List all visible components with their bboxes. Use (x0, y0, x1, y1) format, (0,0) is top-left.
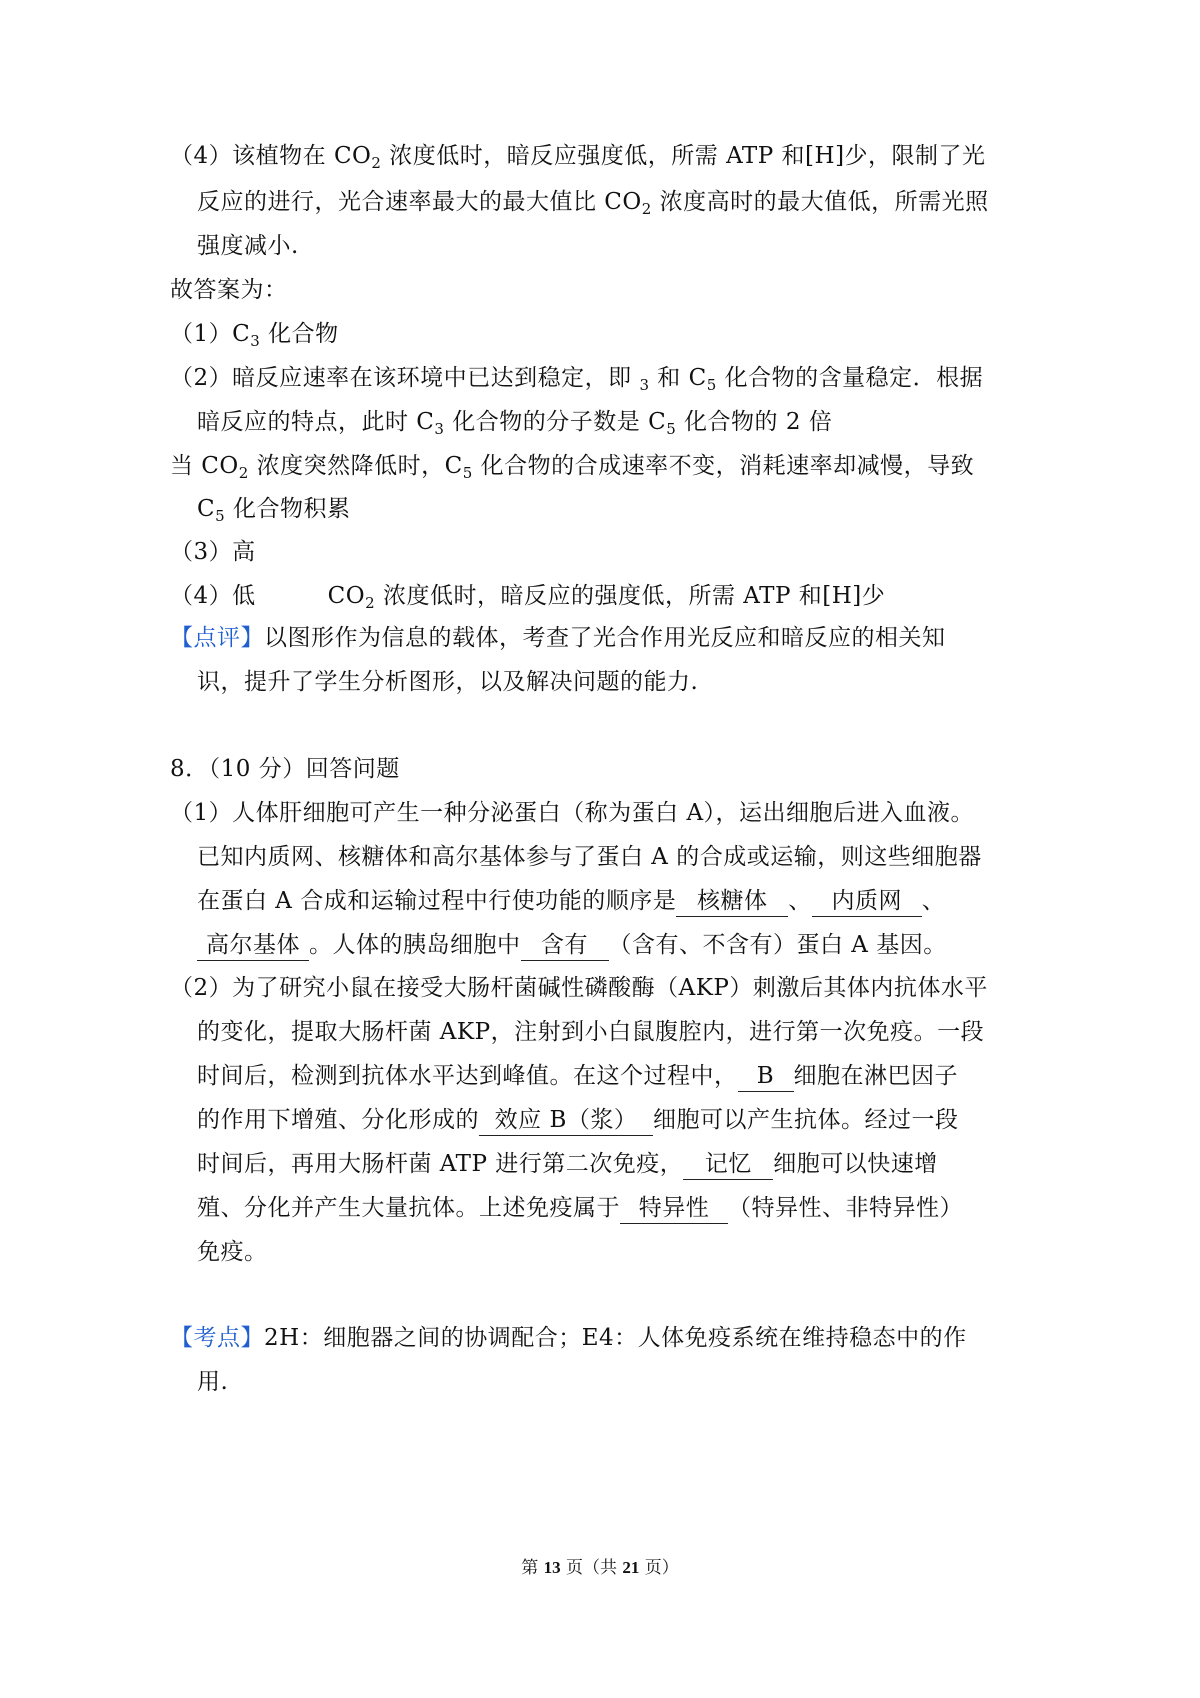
answer-blank-er: 内质网 (812, 886, 922, 917)
review-tag: 【点评】 (170, 625, 264, 651)
answer-2-line-4: $C_5$ 化合物积累 (197, 496, 351, 525)
review-line-2: 识，提升了学生分析图形，以及解决问题的能力. (197, 669, 699, 695)
answer-2-line-1: （2）暗反应速率在该环境中已达到稳定，即 $_3$ 和 $C_5$ 化合物的含量稳定．根据 (170, 365, 984, 394)
answer-4: （4）低 $CO_2$ 浓度低时，暗反应的强度低，所需 ATP 和[H]少 (170, 583, 886, 612)
explanation-4-line-1: （4）该植物在 $CO_2$ 浓度低时，暗反应强度低，所需 ATP 和[H]少，限制了光 (170, 143, 986, 172)
answer-header: 故答案为： (170, 277, 288, 303)
answer-blank-memory: 记忆 (683, 1149, 773, 1180)
answer-2-line-2: 暗反应的特点，此时 $C_3$ 化合物的分子数是 $C_5$ 化合物的 2 倍 (197, 409, 833, 438)
answer-1: $(1)C_3$ 化合物 (170, 321, 339, 350)
question-8-part-1-line-3: 在蛋白 A 合成和运输过程中行使功能的顺序是 核糖体 、 内质网 、 (197, 885, 945, 917)
answer-3: （3）高 (170, 539, 256, 565)
question-8-part-2-line-6: 殖、分化并产生大量抗体。上述免疫属于 特异性 （特异性、非特异性） (197, 1192, 963, 1224)
answer-blank-specific: 特异性 (620, 1193, 728, 1224)
answer-blank-ribosome: 核糖体 (676, 886, 788, 917)
question-8-part-2-line-7: 免疫。 (197, 1239, 268, 1265)
exam-point-line-2: 用. (197, 1369, 229, 1395)
exam-point-line-1: 【考点】2H：细胞器之间的协调配合；E4：人体免疫系统在维持稳态中的作 (170, 1325, 967, 1351)
review-line-1: 【点评】以图形作为信息的载体，考查了光合作用光反应和暗反应的相关知 (170, 625, 946, 651)
question-8-part-1-line-1: （1）人体肝细胞可产生一种分泌蛋白（称为蛋白 A），运出细胞后进入血液。 (170, 800, 975, 826)
question-8-part-2-line-2: 的变化，提取大肠杆菌 AKP，注射到小白鼠腹腔内，进行第一次免疫。一段 (197, 1019, 985, 1045)
question-8-part-2-line-1: （2）为了研究小鼠在接受大肠杆菌碱性磷酸酶（AKP）刺激后其体内抗体水平 (170, 975, 988, 1001)
total-page-number: 21 (622, 1558, 640, 1577)
exam-point-tag: 【考点】 (170, 1325, 264, 1351)
answer-blank-b-cell: B (738, 1061, 794, 1092)
explanation-4-line-3: 强度减小. (197, 233, 299, 259)
question-8-part-2-line-5: 时间后，再用大肠杆菌 ATP 进行第二次免疫， 记忆 细胞可以快速增 (197, 1148, 938, 1180)
answer-blank-plasma-cell: 效应 B（浆） (479, 1105, 653, 1136)
page-footer: 第 13 页（共 21 页） (521, 1558, 679, 1578)
answer-2-line-3: 当 $CO_2$ 浓度突然降低时，$C_5$ 化合物的合成速率不变，消耗速率却减慢，导致 (170, 453, 975, 482)
answer-blank-golgi: 高尔基体 (197, 930, 309, 961)
question-8-part-2-line-4: 的作用下增殖、分化形成的 效应 B（浆） 细胞可以产生抗体。经过一段 (197, 1104, 959, 1136)
question-8-part-2-line-3: 时间后，检测到抗体水平达到峰值。在这个过程中， B 细胞在淋巴因子 (197, 1060, 958, 1092)
answer-blank-contains: 含有 (521, 930, 609, 961)
explanation-4-line-2: 反应的进行，光合速率最大的最大值比 $CO_2$ 浓度高时的最大值低，所需光照 (197, 189, 989, 218)
question-8-part-1-line-2: 已知内质网、核糖体和高尔基体参与了蛋白 A 的合成或运输，则这些细胞器 (197, 844, 982, 870)
current-page-number: 13 (543, 1558, 561, 1577)
question-8-part-1-line-4: 高尔基体 。人体的胰岛细胞中 含有 （含有、不含有）蛋白 A 基因。 (197, 929, 947, 961)
question-8-title: 8．（10 分）回答问题 (170, 756, 400, 782)
